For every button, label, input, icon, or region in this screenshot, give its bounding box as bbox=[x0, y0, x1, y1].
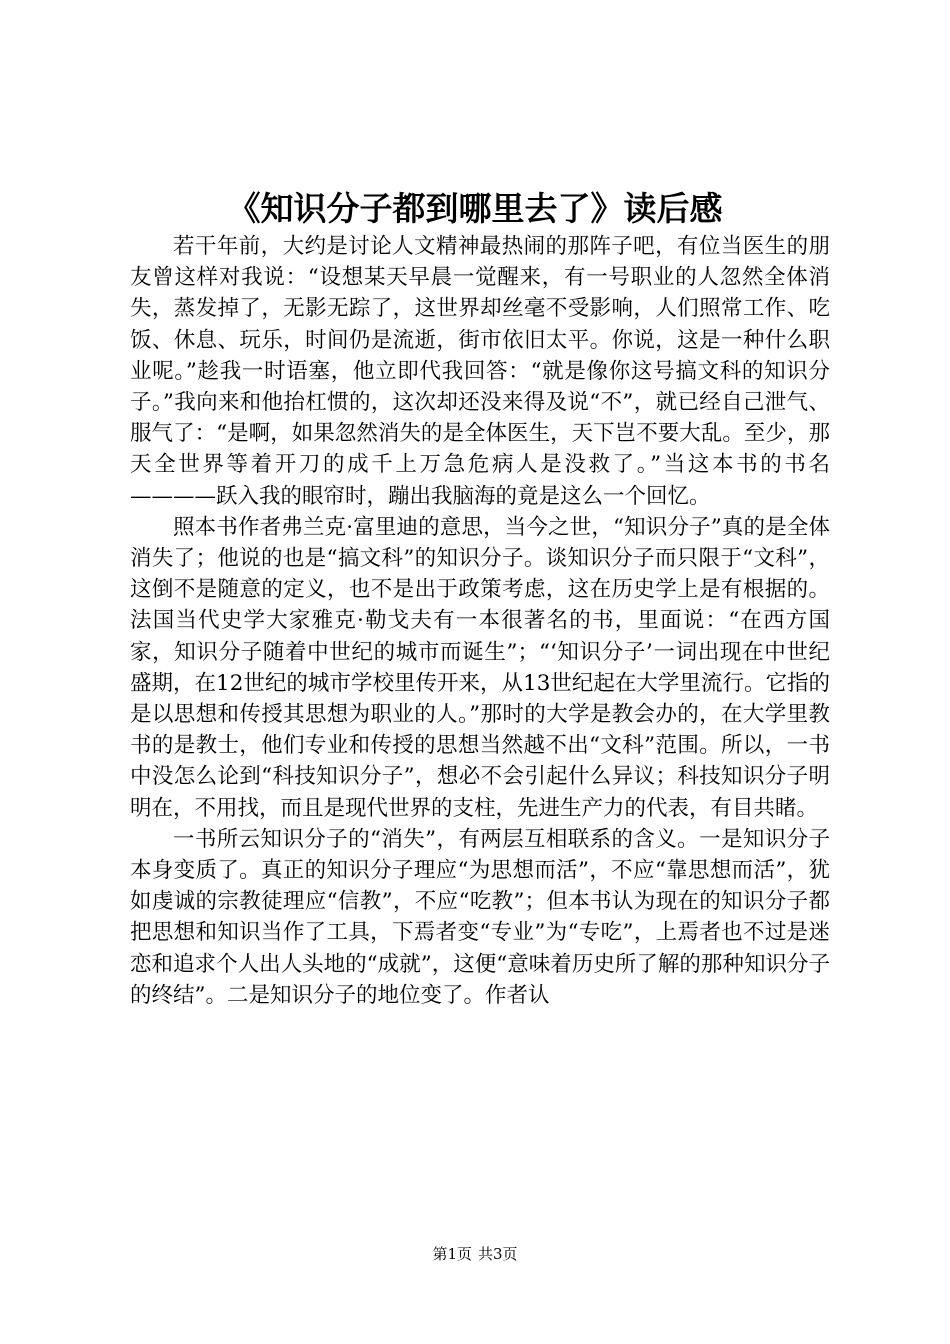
page-total: 共3页 bbox=[478, 1245, 518, 1263]
document-body bbox=[130, 231, 830, 1011]
page-number: 第1页 bbox=[432, 1245, 472, 1263]
paragraph-1: 若干年前，大约是讨论人文精神最热闹的那阵子吧，有位当医生的朋友曾这样对我说：“设想某天早晨一觉醒来，有一号职业的人忽然全体消失，蒸发掉了，无影无踪了，这世界却丝毫不受影响，人们照常工作、吃饭、休息、玩乐，时间仍是流逝，街市依旧太平。你说，这是一种什么职业呢。”趁我一时语塞，他立即代我回答：“就是像你这号搞文科的知识分子。”我向来和他抬杠惯的，这次却还没来得及说“不”，就已经自己泄气、服气了：“是啊，如果忽然消失的是全体医生，天下岂不要大乱。至少，那天全世界等着开刀的成千上万急危病人是没救了。”当这本书的书名————跃入我的眼帘时，蹦出我脑海的竟是这么一个回忆。 bbox=[130, 234, 830, 509]
paragraph-2: 照本书作者弗兰克·富里迪的意思，当今之世，“知识分子”真的是全体消失了；他说的也是“搞文科”的知识分子。谈知识分子而只限于“文科”，这倒不是随意的定义，也不是出于政策考虑，这在历史学上是有根据的。法国当代史学大家雅克·勒戈夫有一本很著名的书，里面说：“在西方国家，知识分子随着中世纪的城市而诞生”；“‘知识分子’一词出现在中世纪盛期，在12世纪的城市学校里传开来，从13世纪起在大学里流行。它指的是以思想和传授其思想为职业的人。”那时的大学是教会办的，在大学里教书的是教士，他们专业和传授的思想当然越不出“文科”范围。所以，一书中没怎么论到“科技知识分子”，想必不会引起什么异议；科技知识分子明明在，不用找，而且是现代世界的支柱，先进生产力的代表，有目共睹。 bbox=[130, 514, 830, 821]
paragraph-3: 一书所云知识分子的“消失”，有两层互相联系的含义。一是知识分子本身变质了。真正的知识分子理应“为思想而活”，不应“靠思想而活”，犹如虔诚的宗教徒理应“信教”，不应“吃教”；但本书认为现在的知识分子都把思想和知识当作了工具，下焉者变“专业”为“专吃”，上焉者也不过是迷恋和追求个人出人头地的“成就”，这便“意味着历史所了解的那种知识分子的终结”。二是知识分子的地位变了。作者认 bbox=[130, 826, 830, 1008]
page-footer bbox=[0, 1244, 950, 1264]
document-title: 《知识分子都到哪里去了》读后感 bbox=[227, 189, 723, 228]
